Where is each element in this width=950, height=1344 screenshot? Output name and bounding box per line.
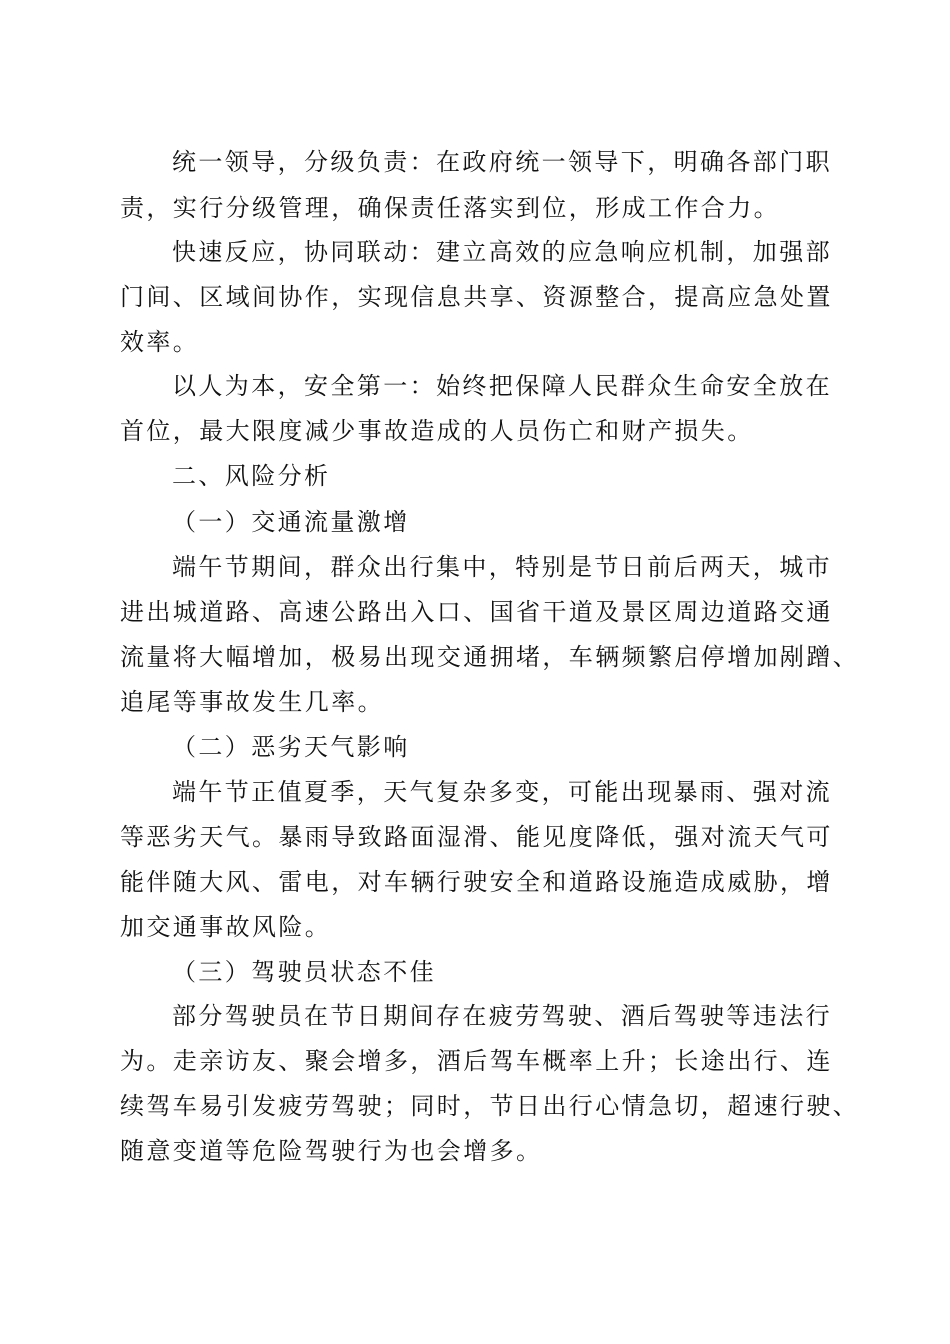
section-heading: 二、风险分析 — [172, 462, 331, 490]
subsection-3-line-2: 为。走亲访友、聚会增多，酒后驾车概率上升；长途出行、连 — [120, 1047, 833, 1075]
subsection-3-title: （三）驾驶员状态不佳 — [172, 958, 436, 986]
subsection-2-title: （二）恶劣天气影响 — [172, 733, 410, 761]
paragraph-2-line-3: 效率。 — [120, 328, 200, 356]
subsection-2-line-2: 等恶劣天气。暴雨导致路面湿滑、能见度降低，强对流天气可 — [120, 823, 833, 851]
paragraph-1-line-2: 责，实行分级管理，确保责任落实到位，形成工作合力。 — [120, 194, 780, 222]
subsection-3-line-1: 部分驾驶员在节日期间存在疲劳驾驶、酒后驾驶等违法行 — [172, 1002, 832, 1030]
paragraph-1-line-1: 统一领导，分级负责：在政府统一领导下，明确各部门职 — [172, 148, 832, 176]
subsection-1-line-3: 流量将大幅增加，极易出现交通拥堵，车辆频繁启停增加剐蹭、 — [120, 643, 860, 671]
paragraph-3-line-2: 首位，最大限度减少事故造成的人员伤亡和财产损失。 — [120, 417, 754, 445]
subsection-1-line-1: 端午节期间，群众出行集中，特别是节日前后两天，城市 — [172, 553, 832, 581]
subsection-1-line-4: 追尾等事故发生几率。 — [120, 688, 384, 716]
subsection-2-line-4: 加交通事故风险。 — [120, 913, 332, 941]
subsection-2-line-3: 能伴随大风、雷电，对车辆行驶安全和道路设施造成威胁，增 — [120, 868, 833, 896]
subsection-2-line-1: 端午节正值夏季，天气复杂多变，可能出现暴雨、强对流 — [172, 778, 832, 806]
subsection-1-line-2: 进出城道路、高速公路出入口、国省干道及景区周边道路交通 — [120, 598, 833, 626]
subsection-3-line-3: 续驾车易引发疲劳驾驶；同时，节日出行心情急切，超速行驶、 — [120, 1092, 860, 1120]
paragraph-2-line-1: 快速反应，协同联动：建立高效的应急响应机制，加强部 — [172, 238, 832, 266]
paragraph-2-line-2: 门间、区域间协作，实现信息共享、资源整合，提高应急处置 — [120, 283, 833, 311]
paragraph-3-line-1: 以人为本，安全第一：始终把保障人民群众生命安全放在 — [172, 372, 832, 400]
subsection-1-title: （一）交通流量激增 — [172, 508, 410, 536]
subsection-3-line-4: 随意变道等危险驾驶行为也会增多。 — [120, 1137, 543, 1165]
